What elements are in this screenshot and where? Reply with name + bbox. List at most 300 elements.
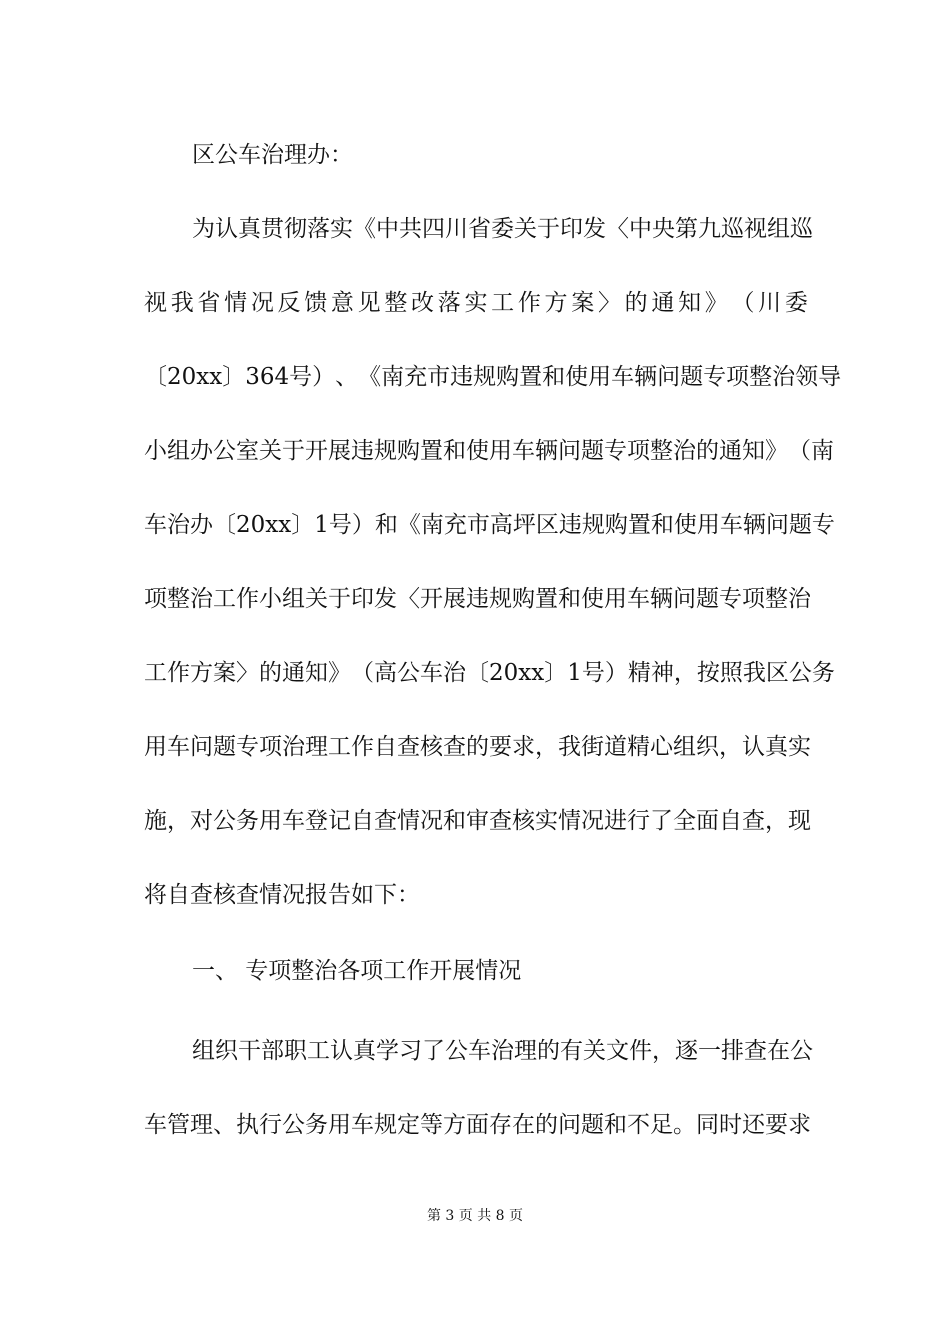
text-glyph: 了 — [650, 808, 673, 834]
text-glyph: 中 — [376, 216, 399, 242]
text-glyph: 理 — [190, 1112, 213, 1138]
text-glyph: 关 — [259, 438, 282, 464]
text-glyph: ， — [167, 808, 190, 834]
text-glyph: 一 — [698, 1038, 721, 1064]
text-glyph: 办 — [190, 438, 213, 464]
text-glyph: 项 — [742, 586, 765, 612]
text-glyph: 的 — [535, 1112, 558, 1138]
text-glyph: 使 — [581, 586, 604, 612]
text-glyph: 精 — [627, 660, 651, 686]
text-glyph: 馈 — [304, 290, 328, 316]
text-glyph: 知 — [742, 438, 765, 464]
text-glyph: 辆 — [650, 586, 673, 612]
text-glyph: 办 — [190, 512, 213, 538]
text-glyph: 问 — [558, 1112, 581, 1138]
text-glyph: 高 — [489, 512, 513, 538]
text-glyph: 发 — [374, 586, 397, 612]
text-glyph: 置 — [519, 364, 543, 390]
text-glyph: 记 — [328, 808, 351, 834]
text-glyph: 核 — [420, 734, 443, 760]
text-glyph: 情 — [397, 808, 420, 834]
text-glyph: 中 — [629, 216, 652, 242]
text-glyph: 违 — [450, 364, 474, 390]
text-glyph: 专 — [703, 364, 727, 390]
text-glyph: 等 — [420, 1112, 443, 1138]
paragraph-line — [144, 288, 808, 318]
text-glyph: 核 — [512, 808, 535, 834]
text-glyph: 织 — [215, 1038, 238, 1064]
text-glyph: 专 — [604, 438, 627, 464]
text-glyph: 查 — [397, 734, 420, 760]
text-glyph: 作 — [351, 734, 374, 760]
text-glyph: 登 — [305, 808, 328, 834]
salutation: 区公车治理办： — [192, 142, 353, 168]
text-glyph: 行 — [259, 1112, 282, 1138]
text-glyph: 车 — [144, 1112, 167, 1138]
text-glyph: 认 — [742, 734, 765, 760]
text-glyph: 的 — [696, 438, 719, 464]
text-glyph: 项 — [726, 364, 750, 390]
text-glyph: 车 — [144, 512, 167, 538]
text-glyph: 定 — [397, 1112, 420, 1138]
text-glyph: 公 — [213, 808, 236, 834]
text-glyph: 规 — [473, 364, 497, 390]
text-glyph: 现 — [788, 808, 811, 834]
text-glyph: 了 — [422, 1038, 445, 1064]
text-glyph: 车 — [512, 438, 535, 464]
text-glyph: 审 — [466, 808, 489, 834]
text-glyph: 方 — [544, 290, 568, 316]
text-glyph: 实 — [464, 290, 488, 316]
paragraph-line — [144, 510, 835, 540]
text-glyph: 况 — [581, 808, 604, 834]
text-glyph: 街 — [581, 734, 604, 760]
text-glyph: 的 — [624, 290, 648, 316]
text-glyph: 问 — [765, 512, 789, 538]
text-glyph: 工 — [144, 660, 167, 686]
text-glyph: 和 — [443, 438, 466, 464]
text-glyph: 查 — [744, 1038, 767, 1064]
text-glyph: 违 — [466, 586, 489, 612]
text-glyph: 干 — [238, 1038, 261, 1064]
text-glyph: 于 — [328, 586, 351, 612]
text-glyph: 足 — [650, 1112, 673, 1138]
text-glyph: 区 — [765, 660, 789, 686]
text-glyph: 〔 — [466, 660, 489, 686]
text-glyph: 自 — [351, 808, 374, 834]
text-glyph: 辆 — [742, 512, 766, 538]
text-glyph: 题 — [788, 512, 812, 538]
text-glyph: 〕 — [222, 364, 246, 390]
text-glyph: 〕 — [291, 512, 315, 538]
text-glyph: 落 — [437, 290, 461, 316]
text-glyph: 项 — [144, 586, 167, 612]
text-glyph: 用 — [588, 364, 612, 390]
paragraph-line: 将自查核查情况报告如下： — [144, 882, 420, 908]
text-glyph: 小 — [144, 438, 167, 464]
text-glyph: 要 — [489, 734, 512, 760]
text-glyph: 〕 — [544, 660, 568, 686]
text-glyph: 充 — [443, 512, 467, 538]
text-glyph: 共 — [399, 216, 422, 242]
text-glyph: 问 — [558, 438, 581, 464]
text-glyph: 视 — [144, 290, 167, 316]
text-glyph: 四 — [422, 216, 445, 242]
text-glyph: 反 — [277, 290, 301, 316]
text-glyph: 件 — [629, 1038, 652, 1064]
text-glyph: 题 — [581, 1112, 604, 1138]
text-glyph: ） — [604, 660, 628, 686]
text-glyph: 治 — [190, 586, 213, 612]
text-glyph: 〔 — [213, 512, 236, 538]
page-number-footer: 第 3 页 共 8 页 — [426, 1208, 524, 1224]
text-glyph: 区 — [535, 512, 559, 538]
text-glyph: 号 — [328, 512, 352, 538]
text-glyph: 号 — [581, 660, 605, 686]
text-glyph: 使 — [673, 512, 697, 538]
text-glyph: 心 — [650, 734, 673, 760]
text-glyph: 学 — [376, 1038, 399, 1064]
text-glyph: 见 — [357, 290, 381, 316]
text-glyph: 视 — [744, 216, 767, 242]
text-glyph: 南 — [420, 512, 444, 538]
text-glyph: 精 — [627, 734, 650, 760]
text-glyph: 《 — [353, 216, 376, 242]
text-glyph: 高 — [374, 660, 397, 686]
text-glyph: 购 — [604, 512, 628, 538]
text-glyph: 作 — [167, 660, 190, 686]
text-glyph: 印 — [560, 216, 583, 242]
text-glyph: 治 — [788, 586, 811, 612]
text-glyph: 务 — [236, 808, 259, 834]
text-glyph: 治 — [282, 734, 305, 760]
text-glyph: （ — [731, 290, 755, 316]
text-glyph: 发 — [583, 216, 606, 242]
text-glyph: 按 — [696, 660, 720, 686]
text-glyph: 》 — [765, 438, 788, 464]
text-glyph: ， — [673, 660, 697, 686]
text-glyph: 职 — [284, 1038, 307, 1064]
text-glyph: 治 — [491, 1038, 514, 1064]
paragraph-line — [144, 1110, 811, 1140]
text-glyph: 排 — [721, 1038, 744, 1064]
text-glyph: 问 — [657, 364, 681, 390]
text-glyph: 进 — [604, 808, 627, 834]
text-glyph: 号 — [289, 364, 313, 390]
text-glyph: 治 — [673, 438, 696, 464]
text-glyph: 为 — [192, 216, 215, 242]
text-glyph: ， — [765, 808, 788, 834]
text-glyph: 逐 — [675, 1038, 698, 1064]
text-glyph: 车 — [420, 660, 443, 686]
text-glyph: 管 — [167, 1112, 190, 1138]
text-glyph: 规 — [374, 438, 397, 464]
text-glyph: 规 — [374, 1112, 397, 1138]
text-glyph: 工 — [328, 734, 351, 760]
text-glyph: 车 — [627, 586, 650, 612]
text-glyph: 公 — [790, 1038, 813, 1064]
text-glyph: 改 — [411, 290, 435, 316]
text-glyph: 实 — [330, 216, 353, 242]
text-glyph: 部 — [261, 1038, 284, 1064]
text-glyph: 项 — [259, 734, 282, 760]
text-glyph: 《 — [397, 512, 421, 538]
text-glyph: 专 — [811, 512, 835, 538]
text-glyph: 小 — [259, 586, 282, 612]
text-glyph: ， — [719, 734, 742, 760]
text-glyph: 1 — [567, 660, 582, 686]
text-glyph: 川 — [758, 290, 782, 316]
text-glyph: 20xx — [489, 660, 545, 686]
section-heading: 一、 专项整治各项工作开展情况 — [192, 958, 522, 984]
text-glyph: 行 — [627, 808, 650, 834]
text-glyph: 委 — [491, 216, 514, 242]
text-glyph: （ — [788, 438, 811, 464]
text-glyph: 导 — [818, 364, 842, 390]
text-glyph: ， — [535, 734, 558, 760]
text-glyph: 和 — [542, 364, 566, 390]
text-glyph: 知 — [305, 660, 328, 686]
text-glyph: 开 — [305, 438, 328, 464]
text-glyph: 我 — [742, 660, 766, 686]
text-glyph: 印 — [351, 586, 374, 612]
text-glyph: 问 — [673, 586, 696, 612]
text-glyph: 置 — [627, 512, 651, 538]
text-glyph: 作 — [517, 290, 541, 316]
text-glyph: 用 — [259, 808, 282, 834]
text-glyph: 查 — [443, 734, 466, 760]
text-glyph: 组 — [192, 1038, 215, 1064]
text-glyph: 况 — [420, 808, 443, 834]
text-glyph: （ — [351, 660, 374, 686]
text-glyph: 整 — [749, 364, 773, 390]
text-glyph: 充 — [404, 364, 428, 390]
text-glyph: 市 — [466, 512, 490, 538]
text-glyph: 〈 — [397, 586, 420, 612]
text-glyph: 在 — [767, 1038, 790, 1064]
text-glyph: 的 — [537, 1038, 560, 1064]
text-glyph: 题 — [680, 364, 704, 390]
text-glyph: 真 — [353, 1038, 376, 1064]
text-glyph: 作 — [236, 586, 259, 612]
text-glyph: 查 — [742, 808, 765, 834]
text-glyph: 还 — [742, 1112, 765, 1138]
text-glyph: 第 — [675, 216, 698, 242]
text-glyph: 面 — [466, 1112, 489, 1138]
text-glyph: 购 — [397, 438, 420, 464]
text-glyph: 实 — [535, 808, 558, 834]
text-glyph: 存 — [489, 1112, 512, 1138]
text-glyph: 〔 — [144, 364, 167, 390]
text-glyph: 1 — [314, 512, 329, 538]
text-glyph: 违 — [351, 438, 374, 464]
text-glyph: 问 — [190, 734, 213, 760]
text-glyph: 认 — [215, 216, 238, 242]
text-glyph: 〉 — [597, 290, 621, 316]
text-glyph: 》 — [328, 660, 351, 686]
text-glyph: ， — [652, 1038, 675, 1064]
text-glyph: 用 — [328, 1112, 351, 1138]
text-glyph: 通 — [651, 290, 675, 316]
text-glyph: 真 — [238, 216, 261, 242]
paragraph-line — [144, 584, 811, 614]
text-glyph: 况 — [250, 290, 274, 316]
text-glyph: 治 — [772, 364, 796, 390]
text-glyph: 贯 — [261, 216, 284, 242]
text-glyph: 〈 — [606, 216, 629, 242]
text-glyph: ） — [312, 364, 336, 390]
text-glyph: 364 — [245, 364, 290, 390]
text-glyph: 专 — [719, 586, 742, 612]
text-glyph: 南 — [381, 364, 405, 390]
text-glyph: 题 — [213, 734, 236, 760]
text-glyph: 用 — [489, 438, 512, 464]
text-glyph: 方 — [190, 660, 213, 686]
text-glyph: 、 — [335, 364, 359, 390]
text-glyph: 务 — [305, 1112, 328, 1138]
text-glyph: 〉 — [236, 660, 259, 686]
text-glyph: 《 — [358, 364, 382, 390]
text-glyph: 案 — [213, 660, 236, 686]
text-glyph: 省 — [468, 216, 491, 242]
text-glyph: 施 — [144, 808, 167, 834]
text-glyph: 川 — [445, 216, 468, 242]
text-glyph: 市 — [427, 364, 451, 390]
paragraph-line — [192, 1036, 813, 1066]
text-glyph: 购 — [512, 586, 535, 612]
text-glyph: 组 — [282, 586, 305, 612]
text-glyph: 真 — [765, 734, 788, 760]
text-glyph: 意 — [330, 290, 354, 316]
text-glyph: 展 — [443, 586, 466, 612]
text-glyph: 面 — [696, 808, 719, 834]
text-glyph: 央 — [652, 216, 675, 242]
text-glyph: 求 — [788, 1112, 811, 1138]
text-glyph: 治 — [167, 512, 190, 538]
text-glyph: 和 — [443, 808, 466, 834]
text-glyph: 的 — [466, 734, 489, 760]
paragraph-line — [144, 362, 842, 392]
text-glyph: 治 — [443, 660, 466, 686]
text-glyph: 在 — [512, 1112, 535, 1138]
text-glyph: 通 — [282, 660, 305, 686]
text-glyph: 情 — [558, 808, 581, 834]
text-glyph: 委 — [784, 290, 808, 316]
text-glyph: 实 — [788, 734, 811, 760]
text-glyph: 方 — [443, 1112, 466, 1138]
text-glyph: 组 — [673, 734, 696, 760]
text-glyph: 和 — [604, 1112, 627, 1138]
text-glyph: 坪 — [512, 512, 536, 538]
text-glyph: 、 — [213, 1112, 236, 1138]
text-glyph: 神 — [650, 660, 674, 686]
text-glyph: 车 — [468, 1038, 491, 1064]
text-glyph: 九 — [698, 216, 721, 242]
text-glyph: 整 — [167, 586, 190, 612]
text-glyph: 全 — [673, 808, 696, 834]
text-glyph: 知 — [678, 290, 702, 316]
text-glyph: 辆 — [634, 364, 658, 390]
text-glyph: 20xx — [236, 512, 292, 538]
text-glyph: 照 — [719, 660, 743, 686]
text-glyph: 习 — [399, 1038, 422, 1064]
paragraph-line — [192, 214, 813, 244]
text-glyph: 公 — [282, 1112, 305, 1138]
text-glyph: 公 — [213, 438, 236, 464]
text-glyph: 理 — [305, 734, 328, 760]
text-glyph: 关 — [305, 586, 328, 612]
text-glyph: 》 — [704, 290, 728, 316]
text-glyph: 整 — [384, 290, 408, 316]
text-glyph: 规 — [489, 586, 512, 612]
text-glyph: 案 — [571, 290, 595, 316]
text-glyph: 理 — [514, 1038, 537, 1064]
text-glyph: 车 — [282, 808, 305, 834]
paragraph-line — [144, 658, 835, 688]
text-glyph: 和 — [558, 586, 581, 612]
text-glyph: 时 — [719, 1112, 742, 1138]
text-glyph: 整 — [765, 586, 788, 612]
text-glyph: 项 — [627, 438, 650, 464]
text-glyph: 认 — [330, 1038, 353, 1064]
text-glyph: 置 — [535, 586, 558, 612]
paragraph-line — [144, 436, 834, 466]
text-glyph: 道 — [604, 734, 627, 760]
text-glyph: 对 — [190, 808, 213, 834]
text-glyph: 领 — [795, 364, 819, 390]
text-glyph: 室 — [236, 438, 259, 464]
text-glyph: 组 — [167, 438, 190, 464]
text-glyph: 用 — [604, 586, 627, 612]
paragraph-line — [144, 732, 811, 762]
text-glyph: 同 — [696, 1112, 719, 1138]
text-glyph: 车 — [719, 512, 743, 538]
text-glyph: 自 — [719, 808, 742, 834]
text-glyph: 用 — [696, 512, 720, 538]
text-glyph: 文 — [606, 1038, 629, 1064]
text-glyph: 情 — [224, 290, 248, 316]
text-glyph: 公 — [788, 660, 812, 686]
text-glyph: 辆 — [535, 438, 558, 464]
text-glyph: 要 — [765, 1112, 788, 1138]
text-glyph: 题 — [581, 438, 604, 464]
text-glyph: 巡 — [790, 216, 813, 242]
text-glyph: 整 — [650, 438, 673, 464]
text-glyph: 于 — [282, 438, 305, 464]
paragraph-line — [144, 806, 811, 836]
text-glyph: 自 — [374, 734, 397, 760]
text-glyph: 题 — [696, 586, 719, 612]
text-glyph: 巡 — [721, 216, 744, 242]
text-glyph: 落 — [307, 216, 330, 242]
text-glyph: 工 — [491, 290, 515, 316]
text-glyph: 南 — [811, 438, 834, 464]
text-glyph: 公 — [445, 1038, 468, 1064]
text-glyph: 违 — [558, 512, 582, 538]
text-glyph: 车 — [167, 734, 190, 760]
text-glyph: 关 — [514, 216, 537, 242]
text-glyph: 20xx — [167, 364, 223, 390]
text-glyph: 使 — [466, 438, 489, 464]
text-glyph: 于 — [537, 216, 560, 242]
text-glyph: 和 — [650, 512, 674, 538]
text-glyph: 关 — [583, 1038, 606, 1064]
text-glyph: 我 — [558, 734, 581, 760]
text-glyph: 执 — [236, 1112, 259, 1138]
text-glyph: 开 — [420, 586, 443, 612]
text-glyph: 彻 — [284, 216, 307, 242]
text-glyph: 不 — [627, 1112, 650, 1138]
